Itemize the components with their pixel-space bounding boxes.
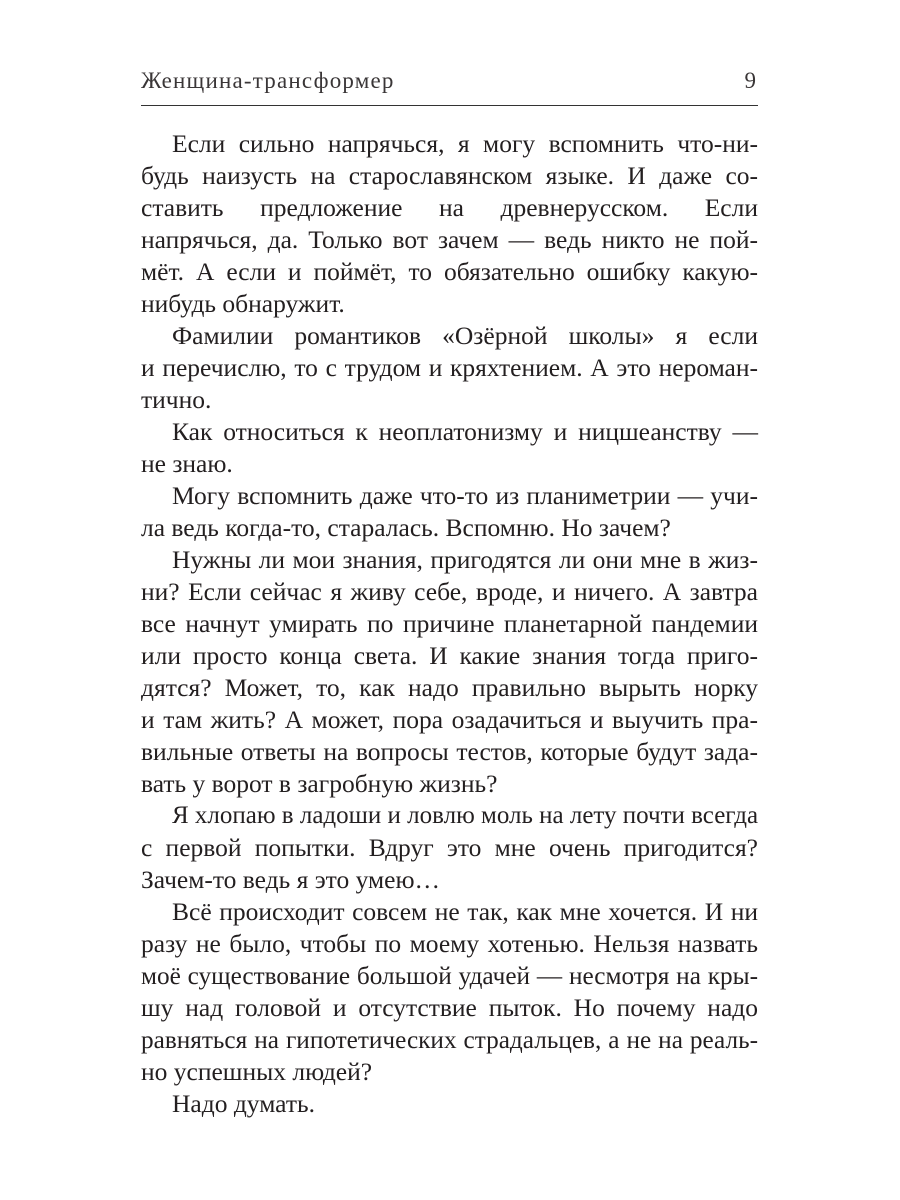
paragraph [141, 320, 758, 416]
text-line: Как относиться к неоплатонизму и ницшеанству — [172, 417, 758, 446]
text-line: и перечислю, то с трудом и кряхтением. А это нероман- [141, 353, 758, 382]
text-line: Нужны ли мои знания, пригодятся ли они мне в жиз- [172, 545, 758, 574]
text-line: моё существование большой удачей — несмотря на кры- [141, 962, 758, 990]
text-line: Если сильно напрячься, я могу вспомнить что-ни- [172, 129, 758, 158]
text-line: и там жить? А может, пора озадачиться и выучить пра- [141, 705, 758, 734]
paragraph [141, 1088, 758, 1120]
text-line: ла ведь когда-то, старалась. Вспомню. Но зачем? [141, 513, 671, 542]
text-line: или просто конца света. И какие знания тогда приго- [141, 641, 758, 670]
text-line: шу над головой и отсутствие пыток. Но почему надо [141, 993, 758, 1022]
text-line: Фамилии романтиков «Озёрной школы» я если [172, 321, 758, 350]
text-line: не знаю. [141, 449, 233, 478]
paragraph [141, 544, 758, 800]
text-line: Надо думать. [172, 1089, 315, 1118]
header-rule [141, 105, 758, 106]
text-line: Я хлопаю в ладоши и ловлю моль на лету почти всегда [172, 802, 759, 829]
text-line: ни? Если сейчас я живу себе, вроде, и ничего. А завтра [141, 577, 758, 606]
text-line: мёт. А если и поймёт, то обязательно ошибку какую- [141, 257, 758, 286]
paragraph [141, 480, 758, 544]
paragraph [141, 416, 758, 480]
text-line: вильные ответы на вопросы тестов, которые будут зада- [141, 737, 758, 766]
text-line: тично. [141, 385, 212, 414]
text-line: но успешных людей? [141, 1057, 373, 1086]
running-title: Женщина-трансформер [141, 68, 395, 93]
text-line: вать у ворот в загробную жизнь? [141, 769, 498, 798]
text-line: будь наизусть на старославянском языке. И даже со- [141, 161, 758, 190]
body-text [141, 128, 758, 1120]
text-line: равняться на гипотетических страдальцев, а не на реаль- [141, 1026, 758, 1054]
running-head [141, 62, 758, 102]
text-line: Зачем-то ведь я это умею… [141, 865, 441, 894]
paragraph [141, 896, 758, 1088]
text-line: нибудь обнаружит. [141, 289, 345, 318]
text-line: с первой попытки. Вдруг это мне очень пригодится? [141, 833, 758, 862]
text-line: ставить предложение на древнерусском. Если [141, 193, 758, 222]
text-line: Всё происходит совсем не так, как мне хочется. И ни [172, 897, 758, 926]
text-line: напрячься, да. Только вот зачем — ведь никто не пой- [141, 225, 758, 254]
text-line: дятся? Может, то, как надо правильно вырыть норку [141, 673, 758, 702]
paragraph [141, 800, 758, 896]
page-number: 9 [744, 68, 756, 93]
text-line: все начнут умирать по причине планетарной пандемии [141, 609, 758, 638]
paragraph [141, 128, 758, 320]
text-line: Могу вспомнить даже что-то из планиметрии — учи- [172, 481, 758, 510]
text-line: разу не было, чтобы по моему хотенью. Нельзя назвать [141, 929, 758, 958]
